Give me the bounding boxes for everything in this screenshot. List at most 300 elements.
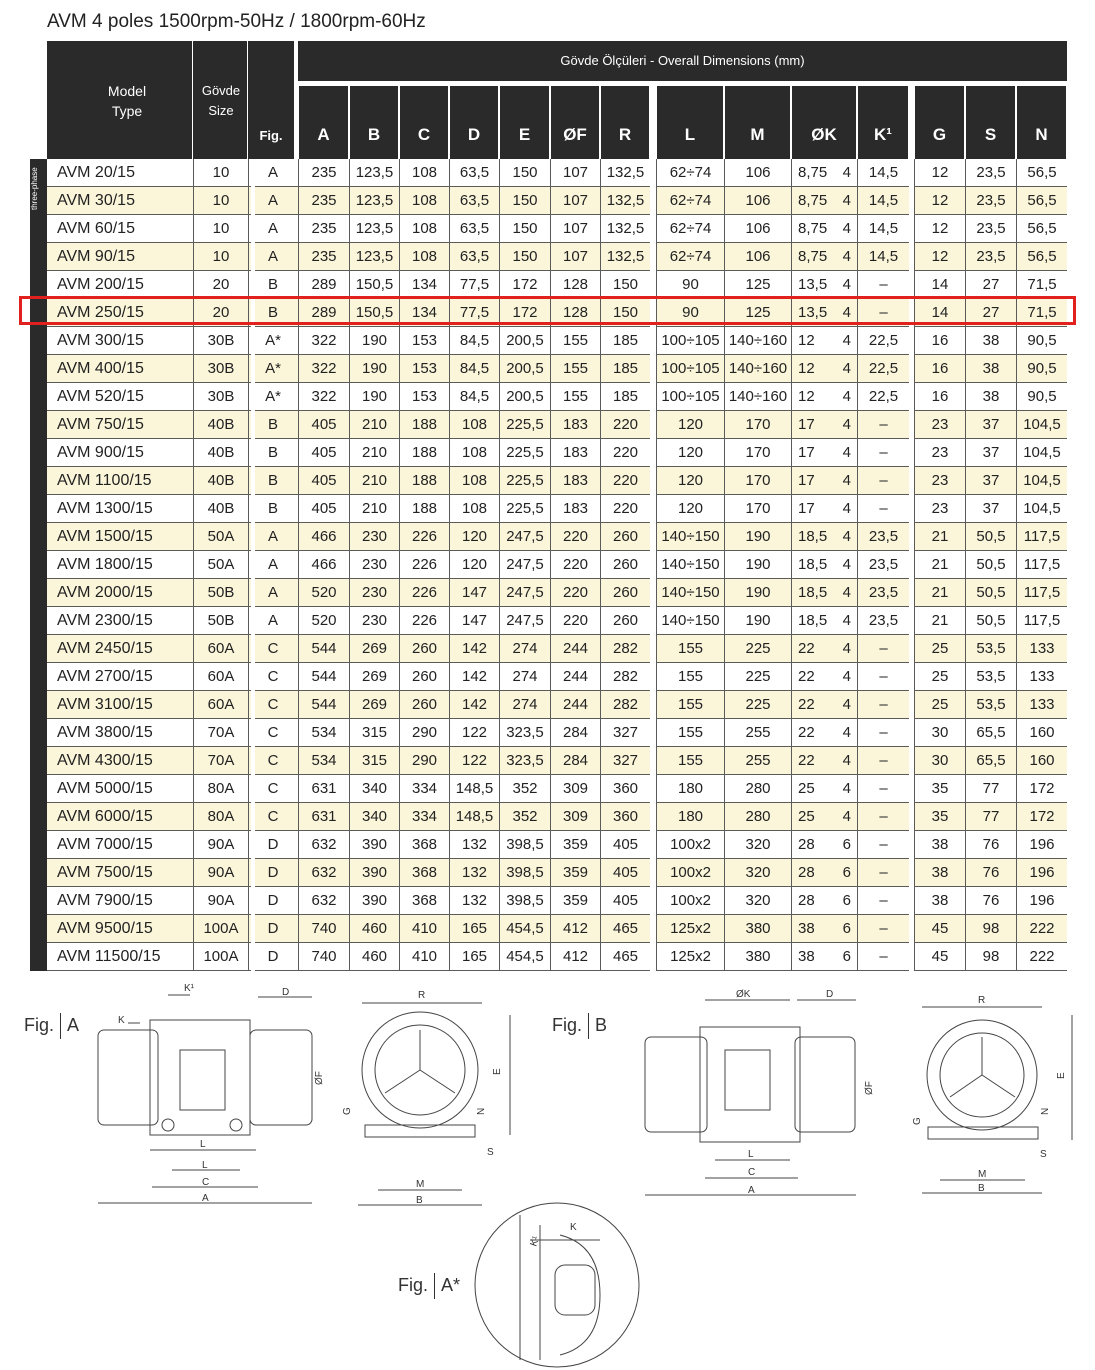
cell-m: 170 (724, 467, 791, 495)
cell-r: 220 (600, 495, 650, 523)
cell-n: 133 (1016, 635, 1067, 663)
cell-k (791, 775, 857, 803)
cell-k (791, 551, 857, 579)
cell-model: AVM 30/15 (57, 192, 135, 209)
cell-m: 190 (724, 579, 791, 607)
cell-size: 70A (193, 719, 248, 747)
cell-size: 90A (193, 831, 248, 859)
group-gap (251, 887, 255, 915)
cell-k1: – (857, 663, 909, 691)
cell-fig: C (248, 691, 297, 719)
cell-k (791, 467, 857, 495)
cell-n: 160 (1016, 719, 1067, 747)
cell-g: 21 (914, 607, 965, 635)
cell-c: 410 (399, 943, 449, 971)
column-header-l: L (657, 86, 723, 159)
table-row (47, 383, 1067, 411)
cell-a: 405 (298, 439, 349, 467)
cell-r: 327 (600, 719, 650, 747)
cell-e: 225,5 (499, 495, 550, 523)
cell-s: 53,5 (965, 691, 1016, 719)
cell-k-count: 4 (842, 388, 851, 405)
cell-n: 196 (1016, 887, 1067, 915)
cell-r: 282 (600, 663, 650, 691)
cell-b: 123,5 (349, 215, 399, 243)
cell-a: 235 (298, 159, 349, 187)
cell-d: 142 (449, 663, 499, 691)
fig-b-dim-r: R (978, 995, 986, 1006)
cell-s: 76 (965, 859, 1016, 887)
cell-fig: B (248, 495, 297, 523)
cell-model: AVM 2000/15 (57, 584, 153, 601)
cell-k-diameter: 38 (798, 920, 815, 937)
cell-b: 210 (349, 439, 399, 467)
cell-e: 274 (499, 663, 550, 691)
cell-r: 220 (600, 411, 650, 439)
cell-d: 108 (449, 495, 499, 523)
table-row (47, 551, 1067, 579)
cell-k (791, 635, 857, 663)
cell-size: 80A (193, 803, 248, 831)
cell-g: 23 (914, 411, 965, 439)
cell-size: 30B (193, 355, 248, 383)
cell-s: 77 (965, 775, 1016, 803)
group-gap (251, 215, 255, 243)
side-band (30, 159, 47, 971)
cell-k-diameter: 22 (798, 640, 815, 657)
cell-b: 460 (349, 943, 399, 971)
cell-r: 465 (600, 915, 650, 943)
cell-a: 631 (298, 775, 349, 803)
fig-a-dim-k: K (118, 1015, 125, 1026)
cell-size: 20 (193, 271, 248, 299)
cell-s: 53,5 (965, 663, 1016, 691)
cell-d: 148,5 (449, 775, 499, 803)
cell-g: 16 (914, 327, 965, 355)
cell-fig: C (248, 719, 297, 747)
table-row (47, 187, 1067, 215)
cell-k-count: 4 (842, 500, 851, 517)
cell-fig: D (248, 943, 297, 971)
cell-b: 390 (349, 859, 399, 887)
cell-r: 327 (600, 747, 650, 775)
cell-c: 410 (399, 915, 449, 943)
cell-s: 23,5 (965, 159, 1016, 187)
cell-k (791, 411, 857, 439)
group-gap (251, 719, 255, 747)
cell-fig: A (248, 159, 297, 187)
fig-astar-detail (475, 1203, 639, 1367)
cell-l: 100÷105 (656, 383, 724, 411)
group-gap (251, 831, 255, 859)
cell-e: 247,5 (499, 551, 550, 579)
fig-b-dim-k: ØK (736, 989, 751, 1000)
cell-a: 466 (298, 523, 349, 551)
cell-e: 172 (499, 299, 550, 327)
cell-k (791, 747, 857, 775)
cell-r: 260 (600, 579, 650, 607)
cell-f: 309 (550, 803, 600, 831)
cell-d: 142 (449, 635, 499, 663)
cell-size: 40B (193, 467, 248, 495)
cell-f: 412 (550, 943, 600, 971)
cell-r: 465 (600, 943, 650, 971)
cell-r: 282 (600, 691, 650, 719)
cell-l: 180 (656, 775, 724, 803)
cell-m: 190 (724, 607, 791, 635)
cell-k1: – (857, 467, 909, 495)
cell-b: 340 (349, 803, 399, 831)
cell-m: 140÷160 (724, 383, 791, 411)
cell-a: 235 (298, 187, 349, 215)
fig-b-dim-s: S (1040, 1149, 1047, 1160)
cell-e: 225,5 (499, 439, 550, 467)
cell-size: 20 (193, 299, 248, 327)
cell-k (791, 159, 857, 187)
cell-d: 108 (449, 411, 499, 439)
cell-s: 77 (965, 803, 1016, 831)
cell-k-count: 4 (842, 752, 851, 769)
group-gap (251, 327, 255, 355)
cell-model: AVM 1300/15 (57, 500, 153, 517)
cell-k-diameter: 28 (798, 864, 815, 881)
table-row (47, 579, 1067, 607)
fig-a-dim-n: N (476, 1107, 487, 1115)
cell-e: 274 (499, 691, 550, 719)
fig-astar-letter: A* (441, 1274, 461, 1295)
group-gap (251, 187, 255, 215)
cell-model: AVM 1800/15 (57, 556, 153, 573)
fig-header-label: Fig. (259, 128, 283, 143)
model-header-line2: Type (111, 103, 143, 119)
cell-s: 38 (965, 383, 1016, 411)
group-gap (251, 159, 255, 187)
table-row (47, 943, 1067, 971)
cell-k1: 22,5 (857, 383, 909, 411)
cell-k1: – (857, 747, 909, 775)
cell-f: 284 (550, 747, 600, 775)
cell-e: 150 (499, 243, 550, 271)
group-gap (251, 243, 255, 271)
cell-b: 210 (349, 495, 399, 523)
cell-a: 405 (298, 467, 349, 495)
cell-size: 40B (193, 439, 248, 467)
cell-fig: D (248, 859, 297, 887)
group-gap (251, 411, 255, 439)
fig-a-letter: A (67, 1014, 80, 1035)
cell-fig: A (248, 215, 297, 243)
fig-b-dim-l: L (748, 1149, 754, 1160)
cell-g: 38 (914, 831, 965, 859)
cell-n: 90,5 (1016, 355, 1067, 383)
cell-b: 269 (349, 663, 399, 691)
fig-b-dim-m: M (978, 1169, 987, 1180)
cell-n: 56,5 (1016, 159, 1067, 187)
cell-a: 544 (298, 663, 349, 691)
cell-e: 274 (499, 635, 550, 663)
cell-model: AVM 9500/15 (57, 920, 153, 937)
cell-k-diameter: 18,5 (798, 612, 828, 629)
cell-f: 220 (550, 523, 600, 551)
cell-a: 544 (298, 691, 349, 719)
cell-k1: – (857, 831, 909, 859)
cell-b: 269 (349, 691, 399, 719)
cell-a: 322 (298, 327, 349, 355)
cell-s: 65,5 (965, 747, 1016, 775)
cell-d: 108 (449, 467, 499, 495)
cell-k-count: 4 (842, 556, 851, 573)
cell-k-count: 6 (842, 836, 851, 853)
cell-g: 30 (914, 719, 965, 747)
cell-a: 289 (298, 271, 349, 299)
cell-l: 90 (656, 299, 724, 327)
cell-r: 185 (600, 327, 650, 355)
group-gap (251, 383, 255, 411)
group-gap (251, 691, 255, 719)
cell-k-count: 6 (842, 892, 851, 909)
cell-k (791, 523, 857, 551)
cell-l: 120 (656, 411, 724, 439)
fig-astar-prefix: Fig. (398, 1274, 429, 1295)
cell-c: 134 (399, 299, 449, 327)
cell-model: AVM 7000/15 (57, 836, 153, 853)
cell-g: 45 (914, 915, 965, 943)
cell-b: 123,5 (349, 187, 399, 215)
cell-l: 100x2 (656, 859, 724, 887)
cell-b: 230 (349, 551, 399, 579)
cell-l: 100x2 (656, 831, 724, 859)
cell-e: 323,5 (499, 747, 550, 775)
cell-d: 108 (449, 439, 499, 467)
cell-k1: – (857, 719, 909, 747)
cell-m: 225 (724, 663, 791, 691)
cell-l: 120 (656, 467, 724, 495)
cell-k-count: 6 (842, 920, 851, 937)
cell-k-diameter: 22 (798, 696, 815, 713)
cell-size: 90A (193, 859, 248, 887)
cell-k1: – (857, 439, 909, 467)
cell-c: 226 (399, 607, 449, 635)
cell-k1: – (857, 271, 909, 299)
cell-k (791, 439, 857, 467)
cell-a: 740 (298, 915, 349, 943)
cell-e: 150 (499, 187, 550, 215)
table-row (47, 439, 1067, 467)
cell-f: 284 (550, 719, 600, 747)
table-row (47, 747, 1067, 775)
three-phase-label: three-phase (30, 167, 39, 211)
cell-e: 225,5 (499, 467, 550, 495)
cell-k-count: 4 (842, 332, 851, 349)
cell-k1: – (857, 635, 909, 663)
cell-size: 40B (193, 495, 248, 523)
dimensions-table (47, 159, 1067, 971)
cell-k (791, 383, 857, 411)
cell-fig: D (248, 915, 297, 943)
group-gap (251, 467, 255, 495)
cell-a: 631 (298, 803, 349, 831)
cell-r: 405 (600, 859, 650, 887)
cell-g: 30 (914, 747, 965, 775)
cell-g: 25 (914, 663, 965, 691)
cell-m: 190 (724, 523, 791, 551)
cell-k1: 23,5 (857, 551, 909, 579)
cell-k1: – (857, 411, 909, 439)
cell-k-count: 4 (842, 472, 851, 489)
cell-n: 133 (1016, 691, 1067, 719)
cell-m: 320 (724, 887, 791, 915)
cell-k1: – (857, 775, 909, 803)
cell-fig: A* (248, 383, 297, 411)
cell-k1: – (857, 495, 909, 523)
cell-model: AVM 2700/15 (57, 668, 153, 685)
fig-b-dim-b: B (978, 1183, 985, 1194)
cell-b: 230 (349, 579, 399, 607)
cell-s: 37 (965, 439, 1016, 467)
fig-a-dim-l2: L (202, 1160, 208, 1171)
cell-f: 128 (550, 271, 600, 299)
cell-size: 60A (193, 663, 248, 691)
cell-r: 185 (600, 383, 650, 411)
fig-b-side-view (645, 1000, 856, 1195)
cell-a: 632 (298, 831, 349, 859)
cell-fig: D (248, 831, 297, 859)
fig-a-dim-a: A (202, 1193, 209, 1204)
cell-k (791, 719, 857, 747)
cell-size: 10 (193, 187, 248, 215)
cell-e: 172 (499, 271, 550, 299)
cell-c: 290 (399, 719, 449, 747)
group-gap (251, 271, 255, 299)
cell-e: 398,5 (499, 859, 550, 887)
cell-k (791, 691, 857, 719)
cell-l: 125x2 (656, 915, 724, 943)
cell-c: 260 (399, 663, 449, 691)
cell-l: 155 (656, 691, 724, 719)
fig-a-dim-m: M (416, 1179, 425, 1190)
cell-k-count: 4 (842, 276, 851, 293)
cell-n: 56,5 (1016, 215, 1067, 243)
group-gap (251, 551, 255, 579)
cell-size: 100A (193, 943, 248, 971)
group-gap (251, 635, 255, 663)
cell-f: 244 (550, 635, 600, 663)
cell-k-diameter: 18,5 (798, 528, 828, 545)
cell-n: 104,5 (1016, 411, 1067, 439)
cell-s: 37 (965, 411, 1016, 439)
cell-a: 632 (298, 859, 349, 887)
group-gap (251, 439, 255, 467)
cell-c: 226 (399, 523, 449, 551)
fig-a-dim-d: D (282, 987, 290, 998)
cell-model: AVM 250/15 (57, 304, 144, 321)
cell-l: 62÷74 (656, 243, 724, 271)
cell-l: 125x2 (656, 943, 724, 971)
cell-m: 140÷160 (724, 327, 791, 355)
table-row (47, 467, 1067, 495)
page-title: AVM 4 poles 1500rpm-50Hz / 1800rpm-60Hz (47, 11, 426, 32)
cell-k (791, 495, 857, 523)
table-row (47, 691, 1067, 719)
cell-c: 108 (399, 215, 449, 243)
cell-r: 185 (600, 355, 650, 383)
cell-m: 190 (724, 551, 791, 579)
cell-b: 190 (349, 327, 399, 355)
cell-k-diameter: 18,5 (798, 556, 828, 573)
cell-r: 220 (600, 439, 650, 467)
cell-s: 23,5 (965, 187, 1016, 215)
cell-d: 63,5 (449, 243, 499, 271)
cell-k-diameter: 12 (798, 388, 815, 405)
cell-l: 140÷150 (656, 607, 724, 635)
cell-m: 106 (724, 159, 791, 187)
column-header-a: A (299, 86, 348, 159)
fig-b-front-view (922, 1007, 1072, 1193)
cell-k-diameter: 38 (798, 948, 815, 965)
cell-c: 108 (399, 243, 449, 271)
cell-b: 230 (349, 607, 399, 635)
cell-d: 63,5 (449, 159, 499, 187)
cell-n: 104,5 (1016, 439, 1067, 467)
cell-model: AVM 3100/15 (57, 696, 153, 713)
cell-k-diameter: 8,75 (798, 248, 828, 265)
cell-k-count: 4 (842, 416, 851, 433)
cell-size: 100A (193, 915, 248, 943)
column-header-m: M (725, 86, 790, 159)
column-header-s: S (966, 86, 1015, 159)
table-row (47, 859, 1067, 887)
cell-f: 183 (550, 439, 600, 467)
cell-fig: A (248, 187, 297, 215)
cell-k-count: 4 (842, 360, 851, 377)
cell-f: 220 (550, 607, 600, 635)
cell-s: 98 (965, 915, 1016, 943)
cell-k-count: 4 (842, 696, 851, 713)
cell-k-count: 4 (842, 248, 851, 265)
cell-c: 368 (399, 859, 449, 887)
cell-fig: A (248, 579, 297, 607)
cell-b: 340 (349, 775, 399, 803)
cell-k (791, 831, 857, 859)
cell-e: 150 (499, 159, 550, 187)
cell-g: 12 (914, 187, 965, 215)
cell-m: 225 (724, 635, 791, 663)
cell-r: 405 (600, 887, 650, 915)
cell-d: 132 (449, 887, 499, 915)
table-row (47, 159, 1067, 187)
cell-size: 10 (193, 215, 248, 243)
cell-c: 368 (399, 887, 449, 915)
cell-b: 230 (349, 523, 399, 551)
cell-d: 84,5 (449, 383, 499, 411)
fig-a-dim-b: B (416, 1195, 423, 1206)
cell-k (791, 607, 857, 635)
group-gap (251, 915, 255, 943)
cell-k-diameter: 18,5 (798, 584, 828, 601)
table-row (47, 411, 1067, 439)
cell-k-count: 6 (842, 864, 851, 881)
cell-f: 359 (550, 887, 600, 915)
cell-e: 454,5 (499, 915, 550, 943)
cell-k (791, 579, 857, 607)
cell-l: 180 (656, 803, 724, 831)
cell-e: 454,5 (499, 943, 550, 971)
cell-d: 122 (449, 747, 499, 775)
cell-c: 334 (399, 775, 449, 803)
cell-model: AVM 7900/15 (57, 892, 153, 909)
cell-k1: – (857, 859, 909, 887)
cell-d: 132 (449, 831, 499, 859)
